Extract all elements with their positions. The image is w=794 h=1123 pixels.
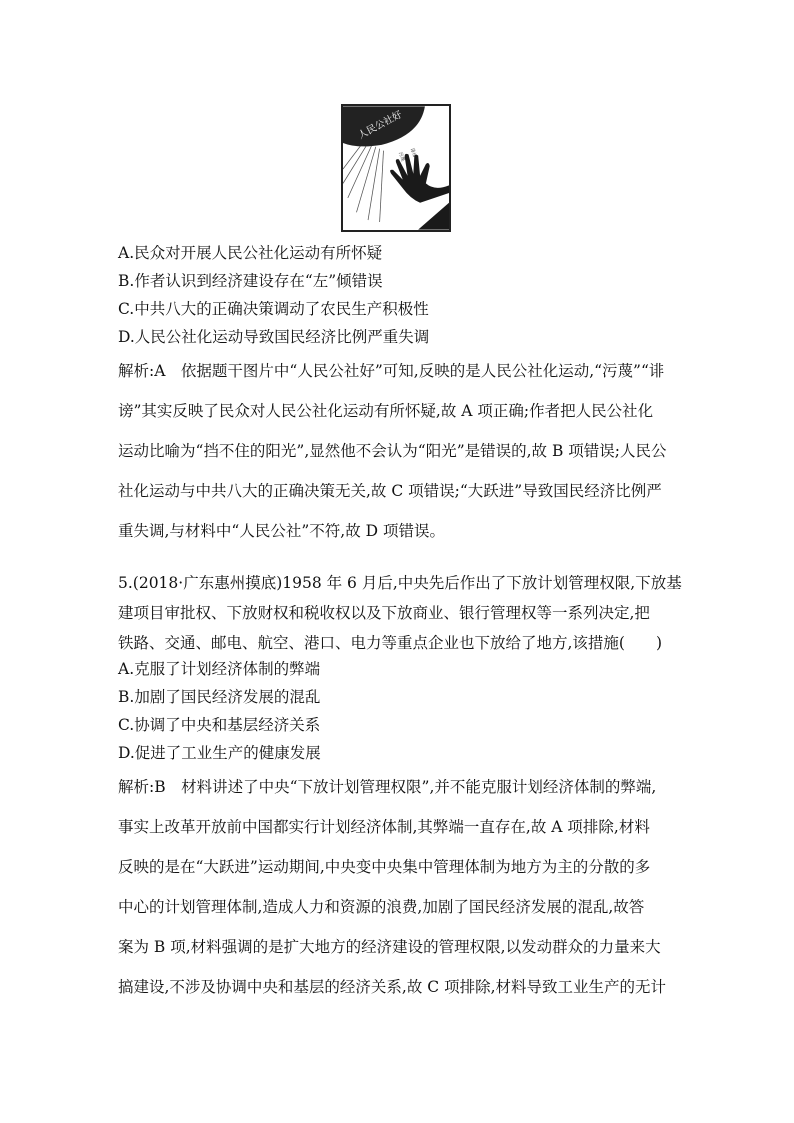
q5-analysis-line: 案为 B 项,材料强调的是扩大地方的经济建设的管理权限,以发动群众的力量来大: [118, 938, 661, 956]
q5-stem-line: 建项目审批权、下放财权和税收权以及下放商业、银行管理权等一系列决定,把: [118, 604, 650, 622]
q5-stem-line: 5.(2018·广东惠州摸底)1958 年 6 月后,中央先后作出了下放计划管理权限,下放基: [118, 574, 682, 592]
q5-analysis-line: 中心的计划管理体制,造成人力和资源的浪费,加剧了国民经济发展的混乱,故答: [118, 898, 645, 916]
q5-analysis-line: 事实上改革开放前中国都实行计划经济体制,其弊端一直存在,故 A 项排除,材料: [118, 818, 650, 836]
q4-analysis-line: 重失调,与材料中“人民公社”不符,故 D 项错误。: [118, 522, 445, 540]
svg-text:人民公社好: 人民公社好: [356, 109, 405, 142]
q5-analysis-line: 解析:B 材料讲述了中央“下放计划管理权限”,并不能克服计划经济体制的弊端,: [118, 778, 657, 796]
q4-analysis-line: 社化运动与中共八大的正确决策无关,故 C 项错误;“大跃进”导致国民经济比例严: [118, 482, 662, 500]
cartoon-image: [341, 104, 451, 232]
svg-text:污蔑: 污蔑: [397, 151, 405, 163]
q5-option-c: C.协调了中央和基层经济关系: [118, 716, 321, 734]
q5-option-b: B.加剧了国民经济发展的混乱: [118, 688, 321, 706]
q5-option-a: A.克服了计划经济体制的弊端: [118, 660, 321, 678]
q4-option-d: D.人民公社化运动导致国民经济比例严重失调: [118, 328, 430, 346]
q4-option-c: C.中共八大的正确决策调动了农民生产积极性: [118, 300, 429, 318]
q5-option-d: D.促进了工业生产的健康发展: [118, 744, 321, 762]
q5-analysis-line: 反映的是在“大跃进”运动期间,中央变中央集中管理体制为地方为主的分散的多: [118, 858, 651, 876]
svg-text:诽谤: 诽谤: [408, 147, 417, 159]
q5-stem-line: 铁路、交通、邮电、航空、港口、电力等重点企业也下放给了地方,该措施( ): [118, 634, 663, 652]
q4-analysis-line: 解析:A 依据题干图片中“人民公社好”可知,反映的是人民公社化运动,“污蔑”“诽: [118, 362, 665, 380]
q5-analysis-line: 搞建设,不涉及协调中央和基层的经济关系,故 C 项排除,材料导致工业生产的无计: [118, 978, 666, 996]
q4-option-b: B.作者认识到经济建设存在“左”倾错误: [118, 272, 383, 290]
q4-analysis-line: 运动比喻为“挡不住的阳光”,显然他不会认为“阳光”是错误的,故 B 项错误;人民公: [118, 442, 667, 460]
q4-option-a: A.民众对开展人民公社化运动有所怀疑: [118, 244, 383, 262]
q4-analysis-line: 谤”其实反映了民众对人民公社化运动有所怀疑,故 A 项正确;作者把人民公社化: [118, 402, 654, 420]
